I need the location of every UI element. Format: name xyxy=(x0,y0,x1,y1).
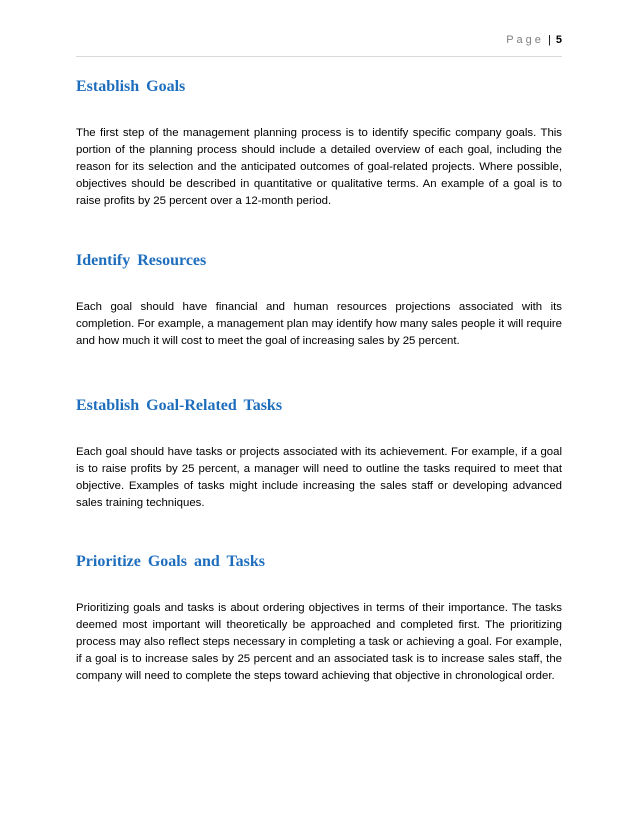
section-paragraph: Each goal should have tasks or projects associated with its achievement. For example, if a goal is to raise profits by 25 percent, a manager will need to outline the tasks required to meet that objective. Examples of tasks might include increasing the sales staff or developing advanced sales training techniques. xyxy=(76,446,562,509)
page-number: 5 xyxy=(555,34,562,46)
section-paragraph: Prioritizing goals and tasks is about ordering objectives in terms of their importance. The tasks deemed most important will theoretically be approached and completed first. The prioritizing process may also reflect steps necessary in completing a task or achieving a goal. For example, if a goal is to increase sales by 25 percent and an associated task is to increase sales staff, the company will need to complete the steps toward achieving that objective in chronological order. xyxy=(76,602,562,682)
section-identify-resources xyxy=(76,250,562,350)
section-establish-goal-related-tasks xyxy=(76,395,562,512)
section-heading: Identify Resources xyxy=(76,252,207,269)
page-separator: | xyxy=(547,34,551,46)
section-heading: Establish Goals xyxy=(76,78,186,95)
section-prioritize-goals-and-tasks xyxy=(76,551,562,685)
section-paragraph: Each goal should have financial and human resources projections associated with its completion. For example, a management plan may identify how many sales people it will require and how much it will cost to meet the goal of increasing sales by 25 percent. xyxy=(76,301,562,347)
section-paragraph: The first step of the management planning process is to identify specific company goals. This portion of the planning process should include a detailed overview of each goal, including the reason for its selection and the anticipated outcomes of goal-related projects. Where possible, objectives should be described in quantitative or qualitative terms. An example of a goal is to raise profits by 25 percent over a 12-month period. xyxy=(76,127,562,207)
section-heading: Prioritize Goals and Tasks xyxy=(76,553,266,570)
page-header xyxy=(76,34,562,57)
page-label: Page xyxy=(506,34,544,46)
section-heading: Establish Goal-Related Tasks xyxy=(76,397,283,414)
section-establish-goals xyxy=(76,76,562,210)
